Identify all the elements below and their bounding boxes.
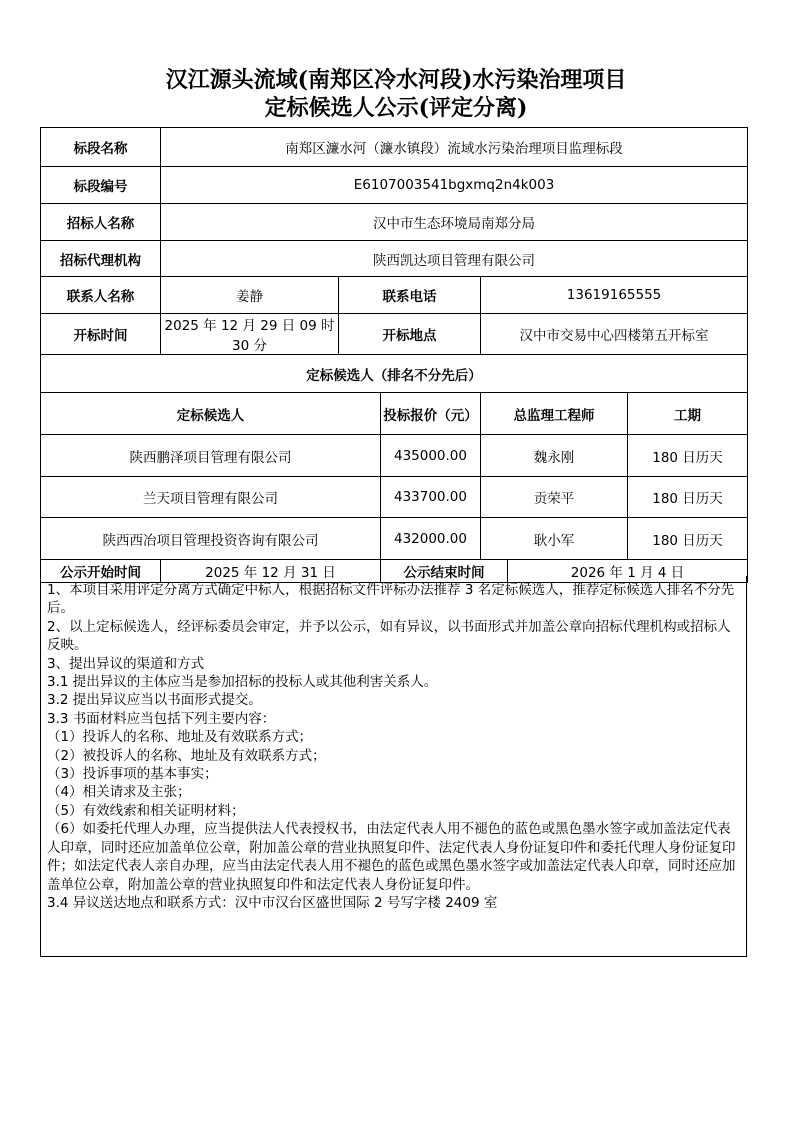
- notes-section: [40, 576, 747, 957]
- note-paragraph: 3.3 书面材料应当包括下列主要内容：: [47, 710, 276, 727]
- table-row: [41, 477, 748, 518]
- publicity-start-value: 2025 年 12 月 31 日: [161, 560, 381, 583]
- contact-value: 姜静: [161, 277, 339, 314]
- candidate-price: 432000.00: [381, 518, 481, 560]
- phone-label: 联系电话: [339, 277, 481, 314]
- publicity-start-label: 公示开始时间: [41, 560, 161, 583]
- publicity-end-value: 2026 年 1 月 4 日: [508, 560, 748, 583]
- candidate-header-period: 工期: [628, 393, 748, 435]
- title-line-1: 汉江源头流域(南郑区冷水河段)水污染治理项目: [165, 67, 627, 93]
- section-no-label: 标段编号: [41, 167, 161, 204]
- candidate-period: 180 日历天: [628, 518, 748, 560]
- note-paragraph: 1、本项目采用评定分离方式确定中标人，根据招标文件评标办法推荐 3 名定标候选人，推荐定标候选人排名不分先后。: [47, 582, 735, 617]
- candidate-header-engineer: 总监理工程师: [481, 393, 628, 435]
- note-paragraph: （5）有效线索和相关证明材料；: [47, 802, 245, 819]
- note-paragraph: （3）投诉事项的基本事实；: [47, 766, 218, 783]
- note-paragraph: （6）如委托代理人办理，应当提供法人代表授权书，由法定代表人用不褪色的蓝色或黑色墨水签字或加盖法定代表人印章，同时还应加盖单位公章，附加盖公章的营业执照复印件、法定代表人身份证复印件和委托代理人身份证复印件；如法定代表人亲自办理，应当由法定代表人用不褪色的蓝色或黑色墨水签字或加盖法定代表人印章，同时还应加盖单位公章，附加盖公章的营业执照复印件和法定代表人身份证复印件。: [47, 821, 736, 893]
- tenderer-value: 汉中市生态环境局南郑分局: [161, 204, 748, 241]
- candidate-header-price: 投标报价（元）: [381, 393, 481, 435]
- candidates-heading: 定标候选人（排名不分先后）: [41, 355, 748, 393]
- open-time-label: 开标时间: [41, 314, 161, 355]
- note-paragraph: 3、提出异议的渠道和方式: [47, 655, 205, 672]
- agency-label: 招标代理机构: [41, 241, 161, 277]
- candidate-engineer: 贡荣平: [481, 477, 628, 518]
- title-line-2: 定标候选人公示(评定分离): [264, 95, 528, 121]
- note-paragraph: 3.2 提出异议应当以书面形式提交。: [47, 692, 262, 709]
- candidate-name: 陕西鹏泽项目管理有限公司: [41, 435, 381, 477]
- candidate-price: 433700.00: [381, 477, 481, 518]
- candidate-price: 435000.00: [381, 435, 481, 477]
- note-paragraph: （4）相关请求及主张；: [47, 784, 191, 801]
- note-paragraph: 3.1 提出异议的主体应当是参加招标的投标人或其他利害关系人。: [47, 674, 438, 691]
- open-place-label: 开标地点: [339, 314, 481, 355]
- table-row: [41, 435, 748, 477]
- candidate-header-name: 定标候选人: [41, 393, 381, 435]
- document-title: [0, 66, 792, 122]
- note-paragraph: （2）被投诉人的名称、地址及有效联系方式；: [47, 747, 326, 764]
- note-paragraph: （1）投诉人的名称、地址及有效联系方式；: [47, 729, 313, 746]
- open-time-value: 2025 年 12 月 29 日 09 时 30 分: [161, 314, 339, 355]
- phone-value: 13619165555: [481, 277, 748, 314]
- candidate-name: 兰天项目管理有限公司: [41, 477, 381, 518]
- publicity-end-label: 公示结束时间: [381, 560, 508, 583]
- section-no-value: E6107003541bgxmq2n4k003: [161, 167, 748, 204]
- note-paragraph: 3.4 异议送达地点和联系方式：汉中市汉台区盛世国际 2 号写字楼 2409 室: [47, 894, 498, 911]
- section-name-label: 标段名称: [41, 128, 161, 167]
- candidate-period: 180 日历天: [628, 435, 748, 477]
- tenderer-label: 招标人名称: [41, 204, 161, 241]
- contact-label: 联系人名称: [41, 277, 161, 314]
- open-place-value: 汉中市交易中心四楼第五开标室: [481, 314, 748, 355]
- candidate-engineer: 耿小军: [481, 518, 628, 560]
- candidate-name: 陕西西冶项目管理投资咨询有限公司: [41, 518, 381, 560]
- note-paragraph: 2、以上定标候选人，经评标委员会审定，并予以公示，如有异议，以书面形式并加盖公章向招标代理机构或招标人反映。: [47, 618, 731, 654]
- section-name-value: 南郑区濂水河（濂水镇段）流域水污染治理项目监理标段: [161, 128, 748, 167]
- table-row: [41, 518, 748, 560]
- agency-value: 陕西凯达项目管理有限公司: [161, 241, 748, 277]
- bid-info-table: [40, 127, 748, 583]
- candidate-period: 180 日历天: [628, 477, 748, 518]
- candidate-engineer: 魏永刚: [481, 435, 628, 477]
